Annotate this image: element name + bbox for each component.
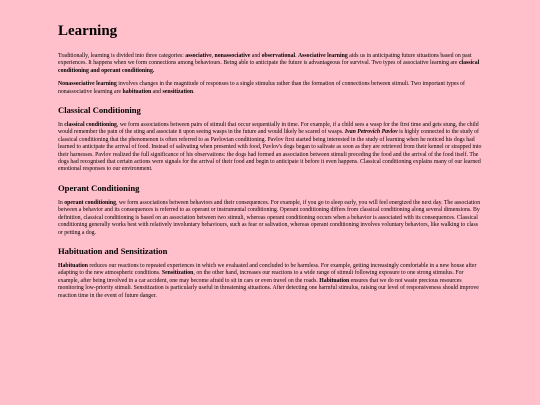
intro-paragraph-nonassociative	[58, 81, 482, 96]
text-run: Traditionally, learning is divided into three categories:	[58, 53, 186, 59]
bold-term: nonassociative	[214, 53, 251, 59]
text-run: In	[58, 199, 65, 206]
text-run: and	[250, 53, 262, 59]
text-run: is highly connected to the study of classical conditioning that the phenomenon is often referred to as Pavlovian conditioning. Pavlov first started being interested in the study of learning when he noticed his dogs had learned to anticipate the arrival of food. Instead of salivating when presented with food, Pavlov's dogs began to salivate as soon as they are retrieved from their kennel or strapped into their harnesses. Pavlov realized the full significance of his observations: the dogs had formed an association between stimuli preceding the food and the arrival of the food itself. The dogs had recognised that certain actions were signals for the arrival of their food and begin to anticipate it before it even happens. Classical conditioning explains many of our learned emotional responses to our environment.	[58, 129, 482, 173]
text-run: and	[151, 88, 163, 95]
text-run: , we form associations between pairs of stimuli that occur sequentially in time. For example, if a child sees a wasp for the first time and gets stung, the child would remember the pain of the sting and associate it upon seeing wasps in the future and would likely be scared of wasps.	[58, 122, 479, 136]
text-run: In	[58, 122, 65, 129]
classical-conditioning-paragraph	[58, 122, 482, 174]
text-run: ensures that we do not waste precious resources monitoring low-priority stimuli. Sensitization is particularly useful in threatening situations. After detecting one harmful stimulus, raising our level of responsiveness should improve reaction time in the event of future danger.	[58, 277, 479, 299]
section-heading-habituation: Habituation and Sensitization	[58, 245, 168, 256]
bold-term: habituation	[122, 88, 152, 95]
bold-term: classical conditioning	[64, 122, 117, 129]
text-run: , we form associations between behaviors and their consequences. For example, if you go to sleep early, you will feel energized the next day. The association between a behavior and its consequences is referred to as operant or instrumental conditioning. Operant conditioning differs from classical conditioning along several dimensions. By definition, classical conditioning is based on an association between two stimuli, whereas operant conditioning occurs when a behavior is associated with its consequences. Classical conditioning generally works best with relatively involuntary behaviours, such as fear or salivation, whereas operant conditioning involves voluntary behaviors, like walking to class or petting a dog.	[58, 199, 481, 236]
bold-term: Habituation	[319, 277, 350, 284]
text-run: aids us in anticipating future situations based on past experiences. It happens when we form connections among behaviours. Being able to anticipate the future is advantageous for survival. Two types of associative learning are	[58, 53, 472, 67]
bold-term: associative	[185, 53, 212, 59]
bold-term: sensitization	[162, 88, 194, 95]
operant-conditioning-paragraph	[58, 200, 482, 237]
text-run: , on the other hand, increases our reactions to a wide range of stimuli following exposure to one strong stimulus. For example, after being involved in a car accident, one may become afraid to sit in cars or even travel on the roads.	[58, 270, 464, 284]
habituation-paragraph	[58, 263, 482, 300]
text-run: ,	[211, 53, 215, 59]
bold-term: operant conditioning	[64, 199, 116, 206]
section-heading-operant: Operant Conditioning	[58, 182, 140, 193]
text-run: .	[295, 53, 298, 59]
bold-term: observational	[261, 53, 296, 59]
bold-term: Ivan Petrovich Pavlov	[344, 129, 398, 136]
text-run: involves changes in the magnitude of responses to a single stimulus rather than the formation of connections between stimuli. Two important types of nonassociative learning are	[58, 81, 465, 95]
bold-term: Associative learning	[297, 53, 348, 59]
text-run: reduces our reactions to repeated experiences in which we evaluated and concluded to be harmless. For example, getting increasingly comfortable in a new house after adapting to the new atmospheric conditions.	[58, 262, 477, 277]
bold-term: Habituation	[58, 262, 88, 269]
page-title: Learning	[58, 23, 118, 39]
bold-term: classical conditioning and operant conditioning.	[58, 60, 480, 74]
section-heading-classical: Classical Conditioning	[58, 105, 141, 116]
text-run: .	[193, 88, 195, 95]
bold-term: Sensitization	[161, 270, 194, 277]
intro-paragraph-associative	[58, 53, 482, 75]
bold-term: Nonassociative learning	[58, 81, 117, 88]
